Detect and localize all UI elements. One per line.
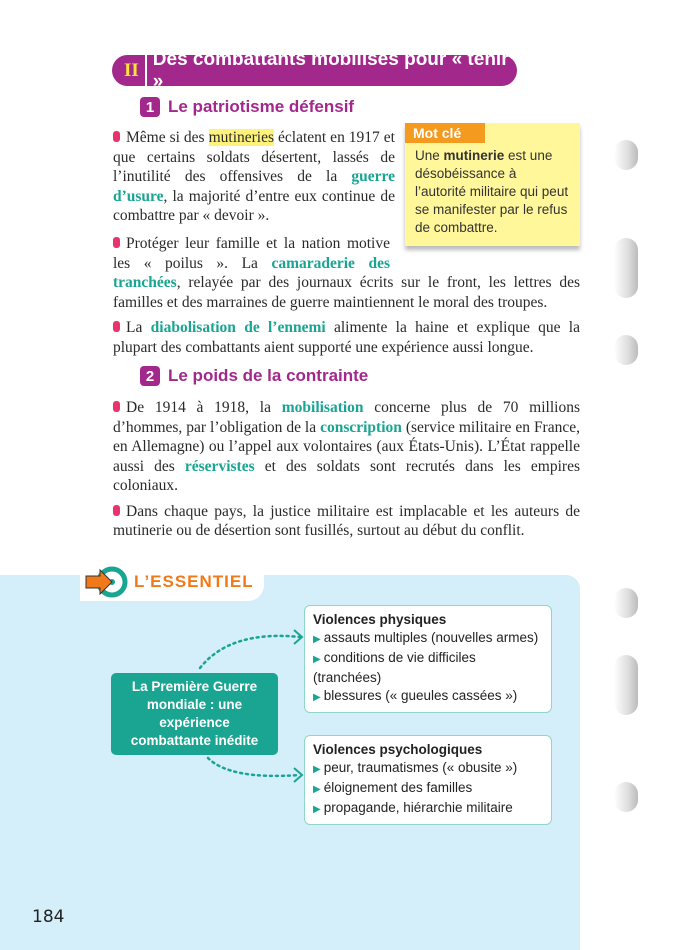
triangle-bullet-icon: ▶: [313, 634, 321, 645]
subheading-2: [140, 366, 368, 386]
box-title: Violences psychologiques: [313, 742, 483, 757]
text: éclatent en 1917 et que certains soldats désertent, lassés de l’inutilité des offensives de la: [113, 129, 395, 185]
item-text: conditions de vie difficiles (tranchées): [313, 650, 476, 685]
text: Dans chaque pays, la justice militaire est implacable et les auteurs de mutinerie ou de désertion sont fusillés, surtout au début du conflit.: [113, 502, 580, 539]
text: (service militaire en France, en Allemagne) ou l’appel aux volontaires (aux États-Unis). L’État rappelle aussi des: [113, 418, 580, 475]
item-text: blessures (« gueules cassées »): [323, 688, 518, 703]
key-word-title: Mot clé: [405, 123, 485, 143]
keyword: conscription: [320, 418, 402, 436]
section-number: II: [112, 55, 147, 86]
subheading-text: Le patriotisme défensif: [168, 97, 355, 116]
item-text: propagande, hiérarchie militaire: [323, 800, 513, 815]
violence-box-psychological: [304, 735, 552, 825]
page-number: 184: [32, 907, 65, 927]
binder-hole: [614, 140, 638, 170]
subheading-number: 1: [140, 97, 160, 117]
paragraph-2: [113, 234, 580, 357]
violence-box-physical: [304, 605, 552, 713]
highlighted-term: mutineries: [208, 129, 275, 146]
list-item: [313, 759, 543, 779]
text: Protéger leur famille et la nation motive les « poilus ». La: [113, 235, 390, 272]
bullet-icon: [113, 131, 120, 142]
box-title: Violences physiques: [313, 612, 447, 627]
target-arrow-icon: [84, 565, 128, 599]
item-text: éloignement des familles: [323, 780, 473, 795]
term: mutinerie: [443, 148, 505, 163]
triangle-bullet-icon: ▶: [313, 764, 321, 775]
list-item: [313, 649, 543, 687]
bullet-icon: [113, 401, 120, 412]
binder-hole: [614, 655, 638, 715]
item-text: assauts multiples (nouvelles armes): [323, 630, 539, 645]
text: , la majorité d’entre eux continue de combattre par « devoir ».: [113, 187, 395, 224]
key-word-definition: [405, 143, 580, 241]
subheading-number: 2: [140, 366, 160, 386]
keyword: camaraderie des tranchées: [113, 254, 390, 291]
keyword: mobilisation: [281, 399, 364, 416]
paragraph-4: [113, 398, 580, 541]
text: , relayée par des journaux écrits sur le front, les lettres des familles et des marraines de guerre maintiennent le moral des troupes.: [113, 274, 580, 311]
list-item: [313, 799, 543, 819]
essentiel-header: [80, 563, 264, 601]
keyword: réservistes: [184, 457, 255, 475]
item-text: peur, traumatismes (« obusite »): [323, 760, 518, 775]
bullet-icon: [113, 237, 120, 248]
bullet-icon: [113, 505, 120, 516]
subheading-text: Le poids de la contrainte: [168, 366, 369, 385]
keyword: diabolisation de l’ennemi: [150, 319, 326, 336]
triangle-bullet-icon: ▶: [313, 654, 321, 665]
binder-hole: [614, 335, 638, 365]
text: Une: [415, 148, 444, 163]
text: concerne plus de 70 millions d’hommes, par l’obligation de la: [113, 399, 580, 436]
paragraph-1: [113, 128, 395, 226]
triangle-bullet-icon: ▶: [313, 804, 321, 815]
list-item: [313, 629, 543, 649]
section-title-text: Des combattants mobilisés pour « tenir »: [152, 48, 509, 92]
subheading-1: [140, 97, 354, 117]
triangle-bullet-icon: ▶: [313, 784, 321, 795]
keyword: guerre d’usure: [113, 168, 395, 205]
text: De 1914 à 1918, la: [126, 399, 282, 416]
list-item: [313, 779, 543, 799]
text: alimente la haine et explique que la plupart des combattants aient supporté une expérience aussi longue.: [113, 319, 580, 356]
triangle-bullet-icon: ▶: [313, 692, 321, 703]
bullet-icon: [113, 321, 120, 332]
binder-hole: [614, 782, 638, 812]
section-title: [112, 48, 517, 92]
central-concept-text: La Première Guerre mondiale : une expérience combattante inédite: [130, 679, 259, 748]
central-concept: [111, 673, 278, 755]
binder-hole: [614, 238, 638, 298]
text: La: [126, 319, 151, 336]
key-word-box: [405, 123, 580, 246]
binder-hole: [614, 588, 638, 618]
text: et des soldats sont recrutés dans les empires coloniaux.: [113, 457, 580, 494]
text: est une désobéissance à l’autorité militaire qui peut se manifester par le refus de combattre.: [415, 148, 569, 235]
essentiel-label: L’ESSENTIEL: [134, 572, 254, 591]
text: Même si des: [126, 129, 209, 146]
list-item: [313, 687, 543, 707]
